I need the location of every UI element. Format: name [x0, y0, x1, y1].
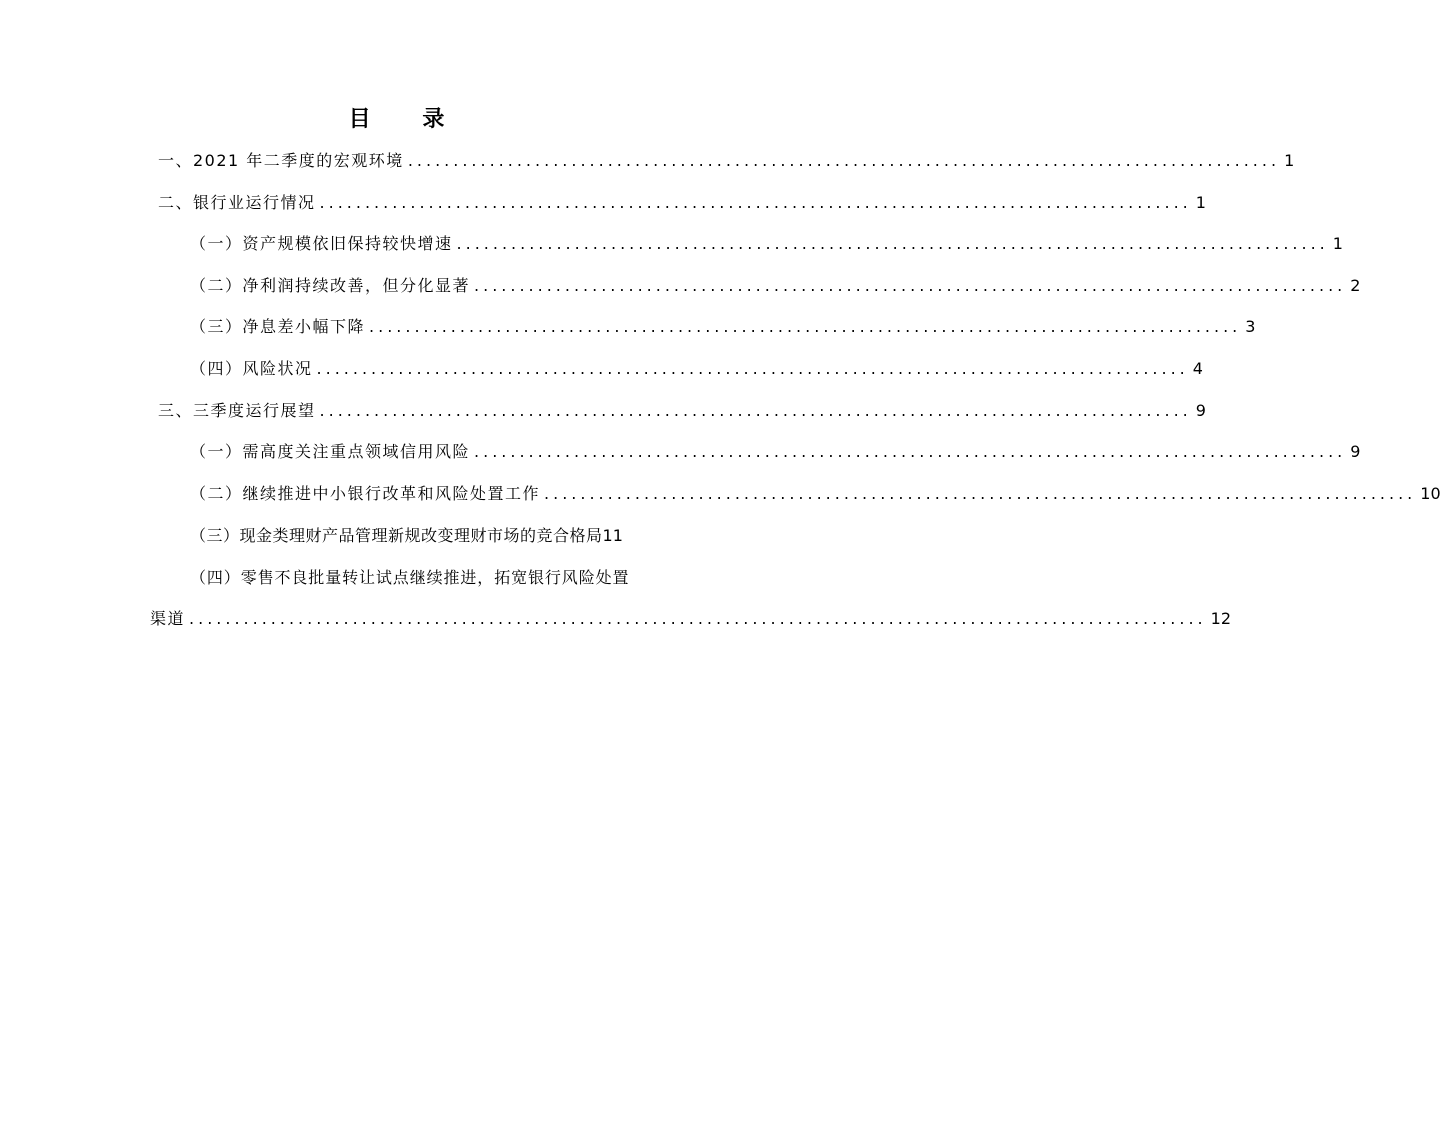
- leader-dots: ................................................................................................: [316, 359, 1189, 378]
- toc-title: 目 录: [348, 107, 467, 132]
- toc-entry-label: （一）资产规模依旧保持较快增速: [190, 234, 453, 253]
- toc-entry-label: （二）净利润持续改善，但分化显著: [190, 276, 471, 295]
- leader-dots: ................................................................................................: [319, 193, 1192, 212]
- leader-dots: ................................................................................................: [544, 484, 1417, 503]
- toc-entry-label: 二、银行业运行情况: [158, 193, 316, 212]
- toc-entry[interactable]: [150, 606, 1231, 629]
- leader-dots: ................................................................................................: [369, 317, 1242, 336]
- toc-entry-label: （一）需高度关注重点领域信用风险: [190, 442, 471, 461]
- toc-entry-page: 10: [1420, 484, 1441, 503]
- toc-entry[interactable]: [190, 439, 1361, 462]
- toc-entry-label-line2: 渠道: [150, 609, 186, 628]
- toc-entry-page: 2: [1350, 276, 1361, 295]
- toc-entry[interactable]: [190, 481, 1441, 504]
- toc-entry-page: 9: [1350, 442, 1361, 461]
- leader-dots: ................................................................................................: [319, 401, 1192, 420]
- toc-entry-label-line1[interactable]: （四）零售不良批量转让试点继续推进，拓宽银行风险处置: [190, 568, 630, 587]
- toc-entry[interactable]: [190, 273, 1361, 296]
- toc-entry[interactable]: [190, 523, 672, 546]
- toc-entry-page: 1: [1284, 151, 1295, 170]
- toc-entry[interactable]: [158, 148, 1295, 171]
- toc-entry-page: 1: [1332, 234, 1343, 253]
- toc-entry[interactable]: [190, 356, 1203, 379]
- toc-entry-label: （三）现金类理财产品管理新规改变理财市场的竞合格局: [190, 526, 603, 545]
- leader-dots: ................................................................................................: [474, 442, 1347, 461]
- toc-entry-label: （四）风险状况: [190, 359, 313, 378]
- toc-entry[interactable]: [158, 398, 1206, 421]
- leader-dots: ................................................................................................: [456, 234, 1329, 253]
- toc-entry-label: 三、三季度运行展望: [158, 401, 316, 420]
- toc-entry-label: （二）继续推进中小银行改革和风险处置工作: [190, 484, 541, 503]
- toc-entry-page: 4: [1192, 359, 1203, 378]
- toc-entry-page: 9: [1195, 401, 1206, 420]
- leader-dots: ................................................................................................................: [189, 609, 1207, 628]
- toc-entry-page: 11: [602, 526, 623, 545]
- toc-entry-page: 1: [1195, 193, 1206, 212]
- toc-entry[interactable]: [158, 190, 1206, 213]
- toc-entry[interactable]: [190, 314, 1256, 337]
- toc-entry-page: 3: [1245, 317, 1256, 336]
- toc-entry[interactable]: [190, 231, 1343, 254]
- leader-dots: ................................................................................................: [474, 276, 1347, 295]
- toc-entry-page: 12: [1210, 609, 1231, 628]
- leader-dots: ................................................................................................: [407, 151, 1281, 170]
- toc-entry-label: （三）净息差小幅下降: [190, 317, 366, 336]
- toc-entry-label: 一、2021 年二季度的宏观环境: [158, 151, 404, 170]
